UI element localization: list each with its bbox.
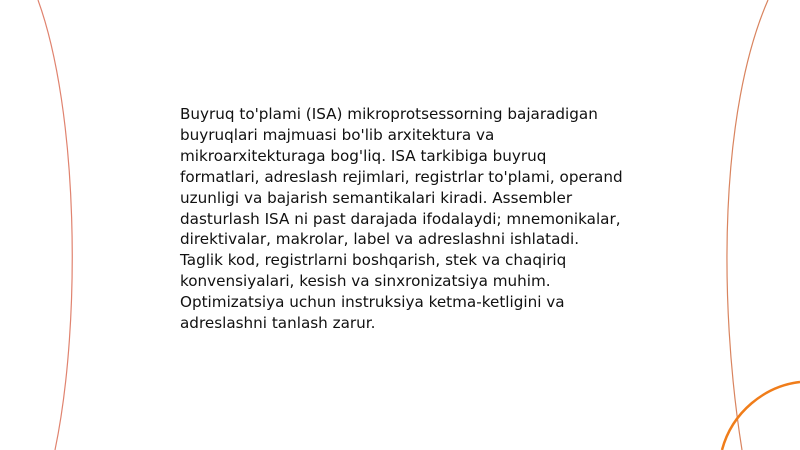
body-paragraph: Buyruq to'plami (ISA) mikroprotsessorning bajaradigan buyruqlari majmuasi bo'lib arxitektura va mikroarxitekturaga bog'liq. ISA tarkibiga buyruq formatlari, adreslash rejimlari, registrlar to'plami, operand uzunligi va bajarish semantikalari kiradi. Assembler dasturlash ISA ni past darajada ifodalaydi; mnemonikalar, direktivalar, makrolar, label va adreslashni ishlatadi. Taglik kod, registrlarni boshqarish, stek va chaqiriq konvensiyalari, kesish va sinxronizatsiya muhim. Optimizatsiya uchun instruksiya ketma-ketligini va adreslashni tanlash zarur. [180, 105, 623, 333]
right-arc-decoration [727, 0, 768, 450]
left-arc-decoration [38, 0, 72, 450]
